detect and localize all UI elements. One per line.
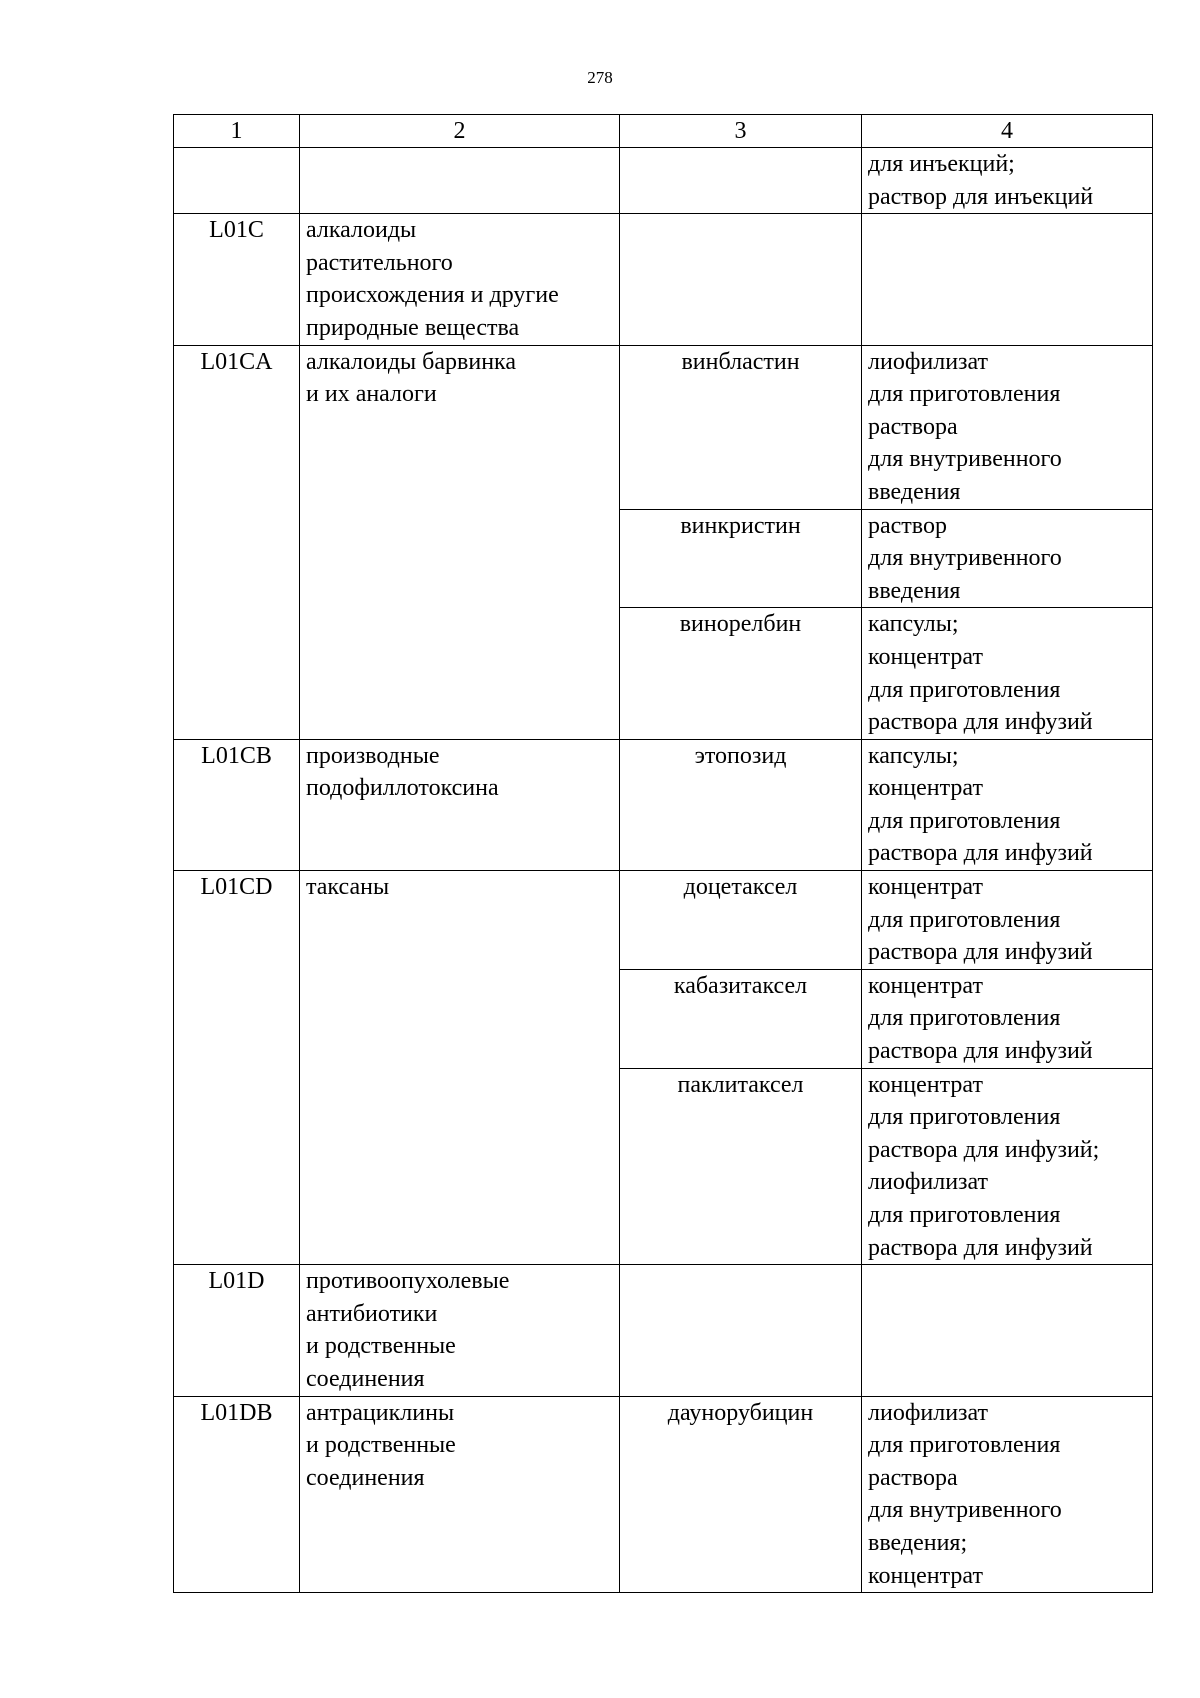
dosage-form-cell	[862, 608, 1153, 739]
cell-text-line: раствор	[868, 512, 947, 539]
table-row	[174, 345, 1153, 509]
cell-text-line: раствора для инфузий	[868, 709, 1093, 736]
cell-text-line: лиофилизат	[868, 1399, 989, 1426]
cell-text-line: концентрат	[868, 643, 983, 670]
cell-text-line: для приготовления	[868, 676, 1061, 703]
drug-name-cell	[620, 509, 862, 608]
group-name-cell	[300, 148, 620, 214]
dosage-form-cell	[862, 345, 1153, 509]
dosage-form-cell	[862, 1265, 1153, 1396]
group-name-cell	[300, 1396, 620, 1593]
cell-text-line: соединения	[306, 1365, 425, 1392]
atc-code-cell	[174, 214, 300, 345]
cell-text-line: для приготовления	[868, 807, 1061, 834]
table-row	[174, 1265, 1153, 1396]
column-header-3: 3	[620, 115, 862, 148]
atc-code: L01DB	[200, 1399, 273, 1426]
cell-text-line: для внутривенного	[868, 1497, 1062, 1524]
drug-name-cell	[620, 608, 862, 739]
cell-text-line: для приготовления	[868, 906, 1061, 933]
drug-inn: винбластин	[681, 348, 800, 375]
atc-code-cell	[174, 871, 300, 1265]
cell-text-line: для внутривенного	[868, 446, 1062, 473]
cell-text-line: концентрат	[868, 972, 983, 999]
atc-code-cell	[174, 1265, 300, 1396]
drug-name-cell	[620, 969, 862, 1068]
dosage-form-cell	[862, 1396, 1153, 1593]
column-header-1: 1	[174, 115, 300, 148]
cell-text-line: раствор для инъекций	[868, 183, 1094, 210]
cell-text-line: для приготовления	[868, 1202, 1061, 1228]
dosage-form-cell	[862, 214, 1153, 345]
cell-text-line: раствора для инфузий	[868, 939, 1093, 966]
drug-inn: этопозид	[694, 742, 787, 769]
cell-text-line: раствора для инфузий	[868, 1234, 1093, 1261]
dosage-form-cell	[862, 739, 1153, 870]
cell-text-line: раствора для инфузий;	[868, 1136, 1100, 1163]
drug-name-cell	[620, 739, 862, 870]
cell-text-line: для инъекций;	[868, 151, 1015, 177]
cell-text-line: соединения	[306, 1464, 425, 1491]
cell-text-line: раствора	[868, 1464, 958, 1491]
drug-list-table	[173, 114, 1153, 1593]
header-row	[174, 115, 1153, 148]
cell-text-line: введения	[868, 478, 961, 505]
cell-text-line: противоопухолевые	[306, 1268, 510, 1295]
cell-text-line: лиофилизат	[868, 348, 989, 375]
cell-text-line: и их аналоги	[306, 381, 437, 408]
atc-code-cell	[174, 345, 300, 739]
cell-text-line: для внутривенного	[868, 545, 1062, 572]
dosage-form-cell	[862, 509, 1153, 608]
cell-text-line: и родственные	[306, 1432, 456, 1459]
table-row	[174, 148, 1153, 214]
drug-inn: винкристин	[680, 512, 801, 539]
cell-text-line: для приготовления	[868, 381, 1061, 408]
drug-name-cell	[620, 1265, 862, 1396]
column-header-4: 4	[862, 115, 1153, 148]
table-row	[174, 739, 1153, 870]
dosage-form-cell	[862, 871, 1153, 970]
cell-text-line: для приготовления	[868, 1432, 1061, 1459]
cell-text-line: и родственные	[306, 1333, 456, 1360]
cell-text-line: подофиллотоксина	[306, 775, 499, 802]
table-row	[174, 214, 1153, 345]
group-name-cell	[300, 214, 620, 345]
drug-name-cell	[620, 148, 862, 214]
column-header-2: 2	[300, 115, 620, 148]
dosage-form-cell	[862, 1068, 1153, 1265]
cell-text-line: антибиотики	[306, 1300, 438, 1327]
cell-text-line: концентрат	[868, 775, 983, 802]
cell-text-line: раствора для инфузий	[868, 1038, 1093, 1065]
drug-inn: даунорубицин	[667, 1399, 814, 1426]
group-name-cell	[300, 1265, 620, 1396]
page-number: 278	[587, 68, 613, 87]
cell-text-line: капсулы;	[868, 611, 959, 638]
cell-text-line: алкалоиды	[306, 217, 417, 244]
cell-text-line: лиофилизат	[868, 1169, 989, 1196]
cell-text-line: антрациклины	[306, 1399, 455, 1426]
cell-text-line: таксаны	[306, 874, 390, 901]
cell-text-line: производные	[306, 742, 440, 769]
cell-text-line: раствора для инфузий	[868, 840, 1093, 867]
cell-text-line: концентрат	[868, 874, 983, 901]
group-name-cell	[300, 739, 620, 870]
drug-inn: кабазитаксел	[673, 972, 808, 999]
cell-text-line: концентрат	[868, 1071, 983, 1098]
atc-code: L01CD	[200, 874, 273, 901]
drug-name-cell	[620, 345, 862, 509]
group-name-cell	[300, 345, 620, 739]
table-row	[174, 1396, 1153, 1593]
cell-text-line: введения;	[868, 1529, 968, 1556]
cell-text-line: раствора	[868, 413, 958, 440]
drug-name-cell	[620, 1068, 862, 1265]
cell-text-line: для приготовления	[868, 1104, 1061, 1131]
atc-code-cell	[174, 148, 300, 214]
atc-code: L01D	[208, 1268, 265, 1295]
dosage-form-cell	[862, 969, 1153, 1068]
cell-text-line: введения	[868, 577, 961, 604]
cell-text-line: происхождения и другие	[306, 282, 559, 309]
table-row	[174, 871, 1153, 970]
atc-code: L01CB	[201, 742, 272, 769]
table-body	[174, 148, 1153, 1593]
cell-text-line: алкалоиды барвинка	[306, 348, 516, 375]
cell-text-line: для приготовления	[868, 1005, 1061, 1032]
dosage-form-cell	[862, 148, 1153, 214]
atc-code: L01C	[209, 217, 264, 244]
cell-text-line: природные вещества	[306, 314, 520, 341]
atc-code-cell	[174, 739, 300, 870]
group-name-cell	[300, 871, 620, 1265]
drug-name-cell	[620, 1396, 862, 1593]
drug-inn: доцетаксел	[683, 874, 798, 901]
cell-text-line: растительного	[306, 249, 453, 276]
drug-inn: паклитаксел	[677, 1071, 804, 1098]
atc-code: L01CA	[200, 348, 273, 375]
drug-name-cell	[620, 214, 862, 345]
cell-text-line: концентрат	[868, 1562, 983, 1589]
drug-name-cell	[620, 871, 862, 970]
atc-code-cell	[174, 1396, 300, 1593]
drug-inn: винорелбин	[679, 611, 802, 638]
cell-text-line: капсулы;	[868, 742, 959, 769]
